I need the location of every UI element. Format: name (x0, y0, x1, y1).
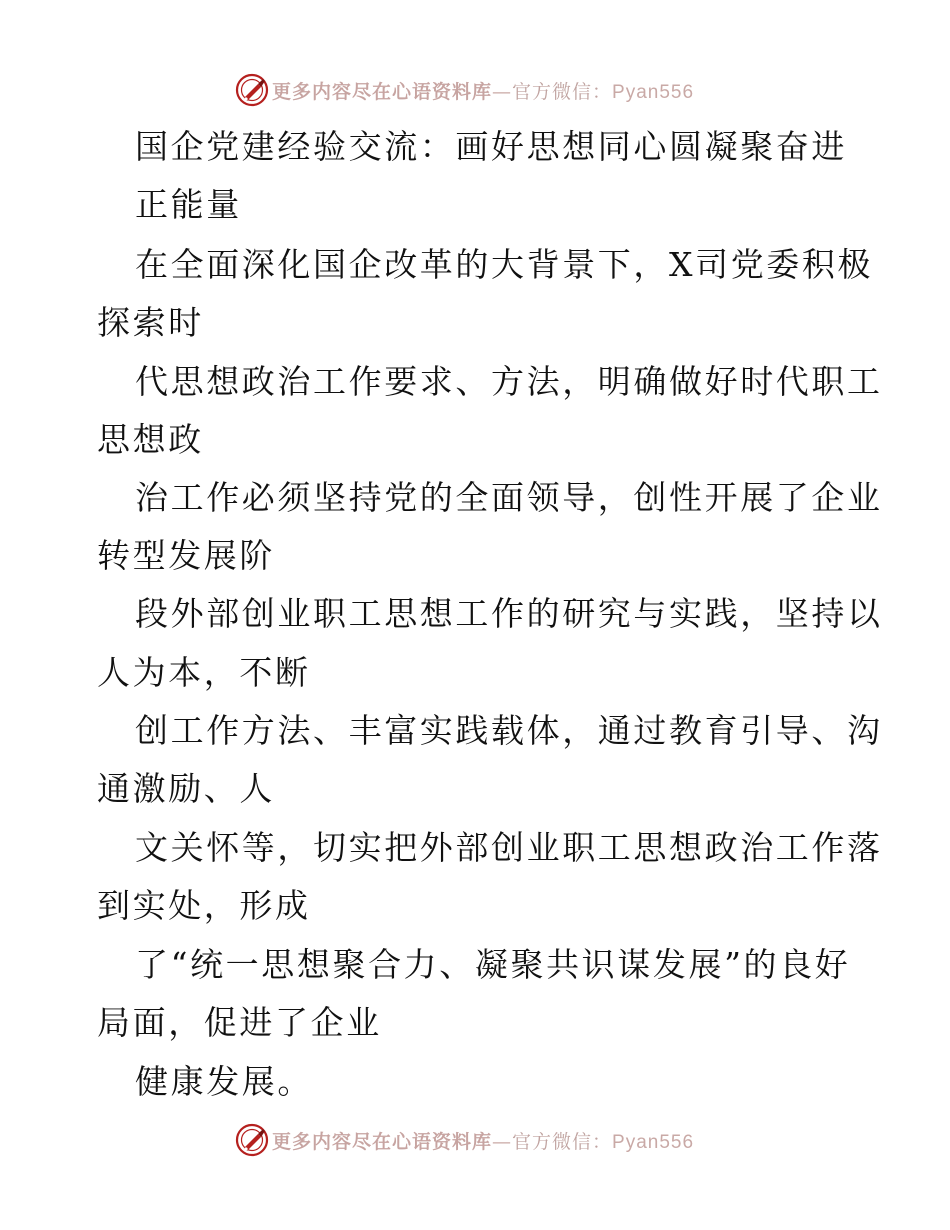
paragraph-line: 段外部创业职工思想工作的研究与实践，坚持以 (135, 594, 883, 633)
paragraph-line: 思想政 (97, 420, 204, 459)
paragraph-line: 通激励、人 (97, 769, 275, 808)
paragraph-line: 人为本，不断 (97, 653, 311, 692)
footer-watermark-id: Pyan556 (612, 1131, 695, 1153)
footer-watermark-wechat: 官方微信： (512, 1130, 613, 1153)
paragraph-line: 健康发展。 (135, 1062, 313, 1101)
footer-watermark-sep: — (492, 1130, 513, 1153)
paragraph-line: 在全面深化国企改革的大背景下，X司党委积极 (135, 245, 874, 284)
paragraph-line: 创工作方法、丰富实践载体，通过教育引导、沟 (135, 711, 883, 750)
paragraph-line: 局面，促进了企业 (97, 1003, 382, 1042)
header-watermark-id: Pyan556 (612, 81, 695, 103)
footer-watermark-text (272, 1127, 694, 1154)
header-watermark (234, 70, 694, 110)
document-title-line-1: 国企党建经验交流：画好思想同心圆凝聚奋进 (135, 127, 847, 166)
pen-nib-logo-icon (234, 72, 270, 108)
header-watermark-text (272, 77, 694, 104)
paragraph-line: 转型发展阶 (97, 536, 275, 575)
header-watermark-wechat: 官方微信： (512, 80, 613, 103)
footer-watermark-main: 更多内容尽在心语资料库 (272, 1130, 493, 1153)
paragraph-line: 治工作必须坚持党的全面领导，创性开展了企业 (135, 478, 883, 517)
paragraph-line: 代思想政治工作要求、方法，明确做好时代职工 (135, 362, 883, 401)
paragraph-line: 了“统一思想聚合力、凝聚共识谋发展”的良好 (135, 945, 851, 984)
document-title-line-2: 正能量 (135, 185, 242, 224)
footer-watermark (234, 1120, 694, 1160)
header-watermark-main: 更多内容尽在心语资料库 (272, 80, 493, 103)
paragraph-line: 文关怀等，切实把外部创业职工思想政治工作落 (135, 828, 883, 867)
paragraph-line: 到实处，形成 (97, 886, 311, 925)
pen-nib-logo-icon (234, 1122, 270, 1158)
header-watermark-sep: — (492, 80, 513, 103)
paragraph-line: 探索时 (97, 303, 204, 342)
